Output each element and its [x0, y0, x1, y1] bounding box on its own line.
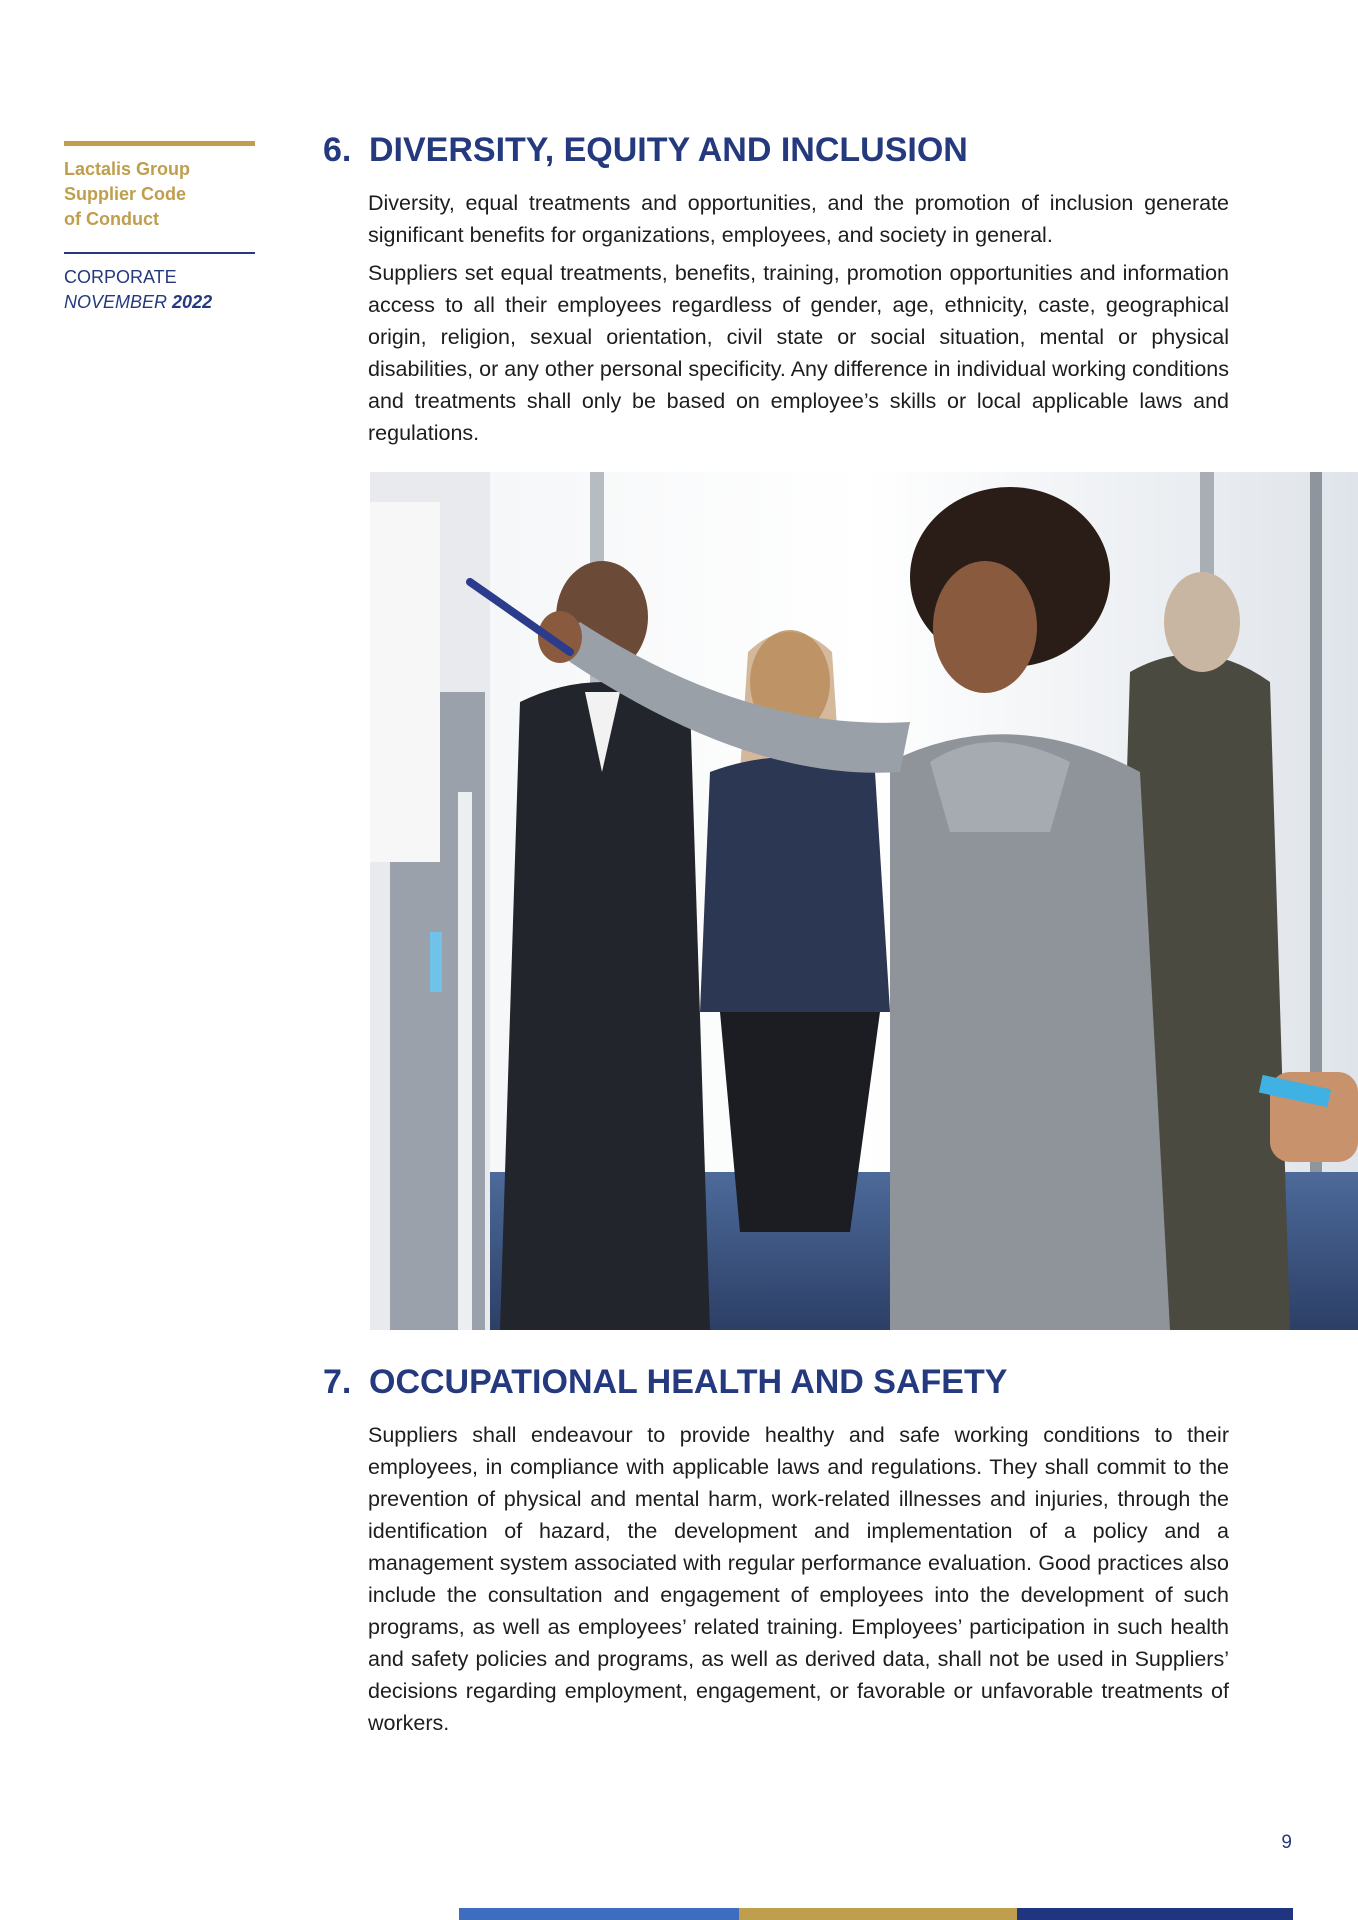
section-heading-6	[323, 130, 968, 170]
sidebar-divider	[64, 252, 255, 254]
footer-color-bar-gold	[739, 1908, 1017, 1920]
section-6-body	[368, 187, 1229, 455]
paragraph: Suppliers shall endeavour to provide healthy and safe working conditions to their employees, in compliance with applicable laws and regulations. They shall commit to the prevention of physical and mental harm, work-related illnesses and injuries, through the identification of hazard, the development and implementation of a policy and a management system associated with regular performance evaluation. Good practices also include the consultation and engagement of employees into the development of such programs, as well as employees’ related training. Employees’ participation in such health and safety policies and programs, as well as derived data, shall not be used in Suppliers’ decisions regarding employment, engagement, or favorable or unfavorable treatments of workers.	[368, 1423, 1229, 1735]
section-title: DIVERSITY, EQUITY AND INCLUSION	[369, 131, 968, 169]
section-title: OCCUPATIONAL HEALTH AND SAFETY	[369, 1363, 1008, 1401]
team-meeting-photo	[370, 472, 1358, 1330]
page-number: 9	[1281, 1832, 1292, 1853]
document-title-line: Lactalis Group	[64, 159, 191, 179]
date-year: 2022	[172, 291, 213, 312]
footer-color-bar-blue	[459, 1908, 739, 1920]
paragraph: Diversity, equal treatments and opportunities, and the promotion of inclusion generate significant benefits for organizations, employees, and society in general.	[368, 191, 1229, 247]
division-label: CORPORATE	[64, 266, 177, 287]
document-date	[64, 290, 255, 315]
paragraph: Suppliers set equal treatments, benefits, training, promotion opportunities and information access to all their employees regardless of gender, age, ethnicity, caste, geographical origin, religion, sexual orientation, civil state or social situation, mental or physical disabilities, or any other personal specificity. Any difference in individual working conditions and treatments shall only be based on employee’s skills or local applicable laws and regulations.	[368, 261, 1229, 445]
section-heading-7	[323, 1362, 1007, 1402]
photo-illustration	[370, 472, 1358, 1330]
document-title-line: Supplier Code	[64, 184, 187, 204]
footer-color-bar-navy	[1017, 1908, 1293, 1920]
section-7-body	[368, 1419, 1229, 1745]
document-title-line: of Conduct	[64, 209, 159, 229]
document-title	[64, 157, 255, 232]
section-number: 6.	[323, 131, 352, 169]
sidebar	[64, 141, 255, 315]
sidebar-top-rule	[64, 141, 255, 146]
date-month: NOVEMBER	[64, 291, 168, 312]
section-number: 7.	[323, 1363, 352, 1401]
